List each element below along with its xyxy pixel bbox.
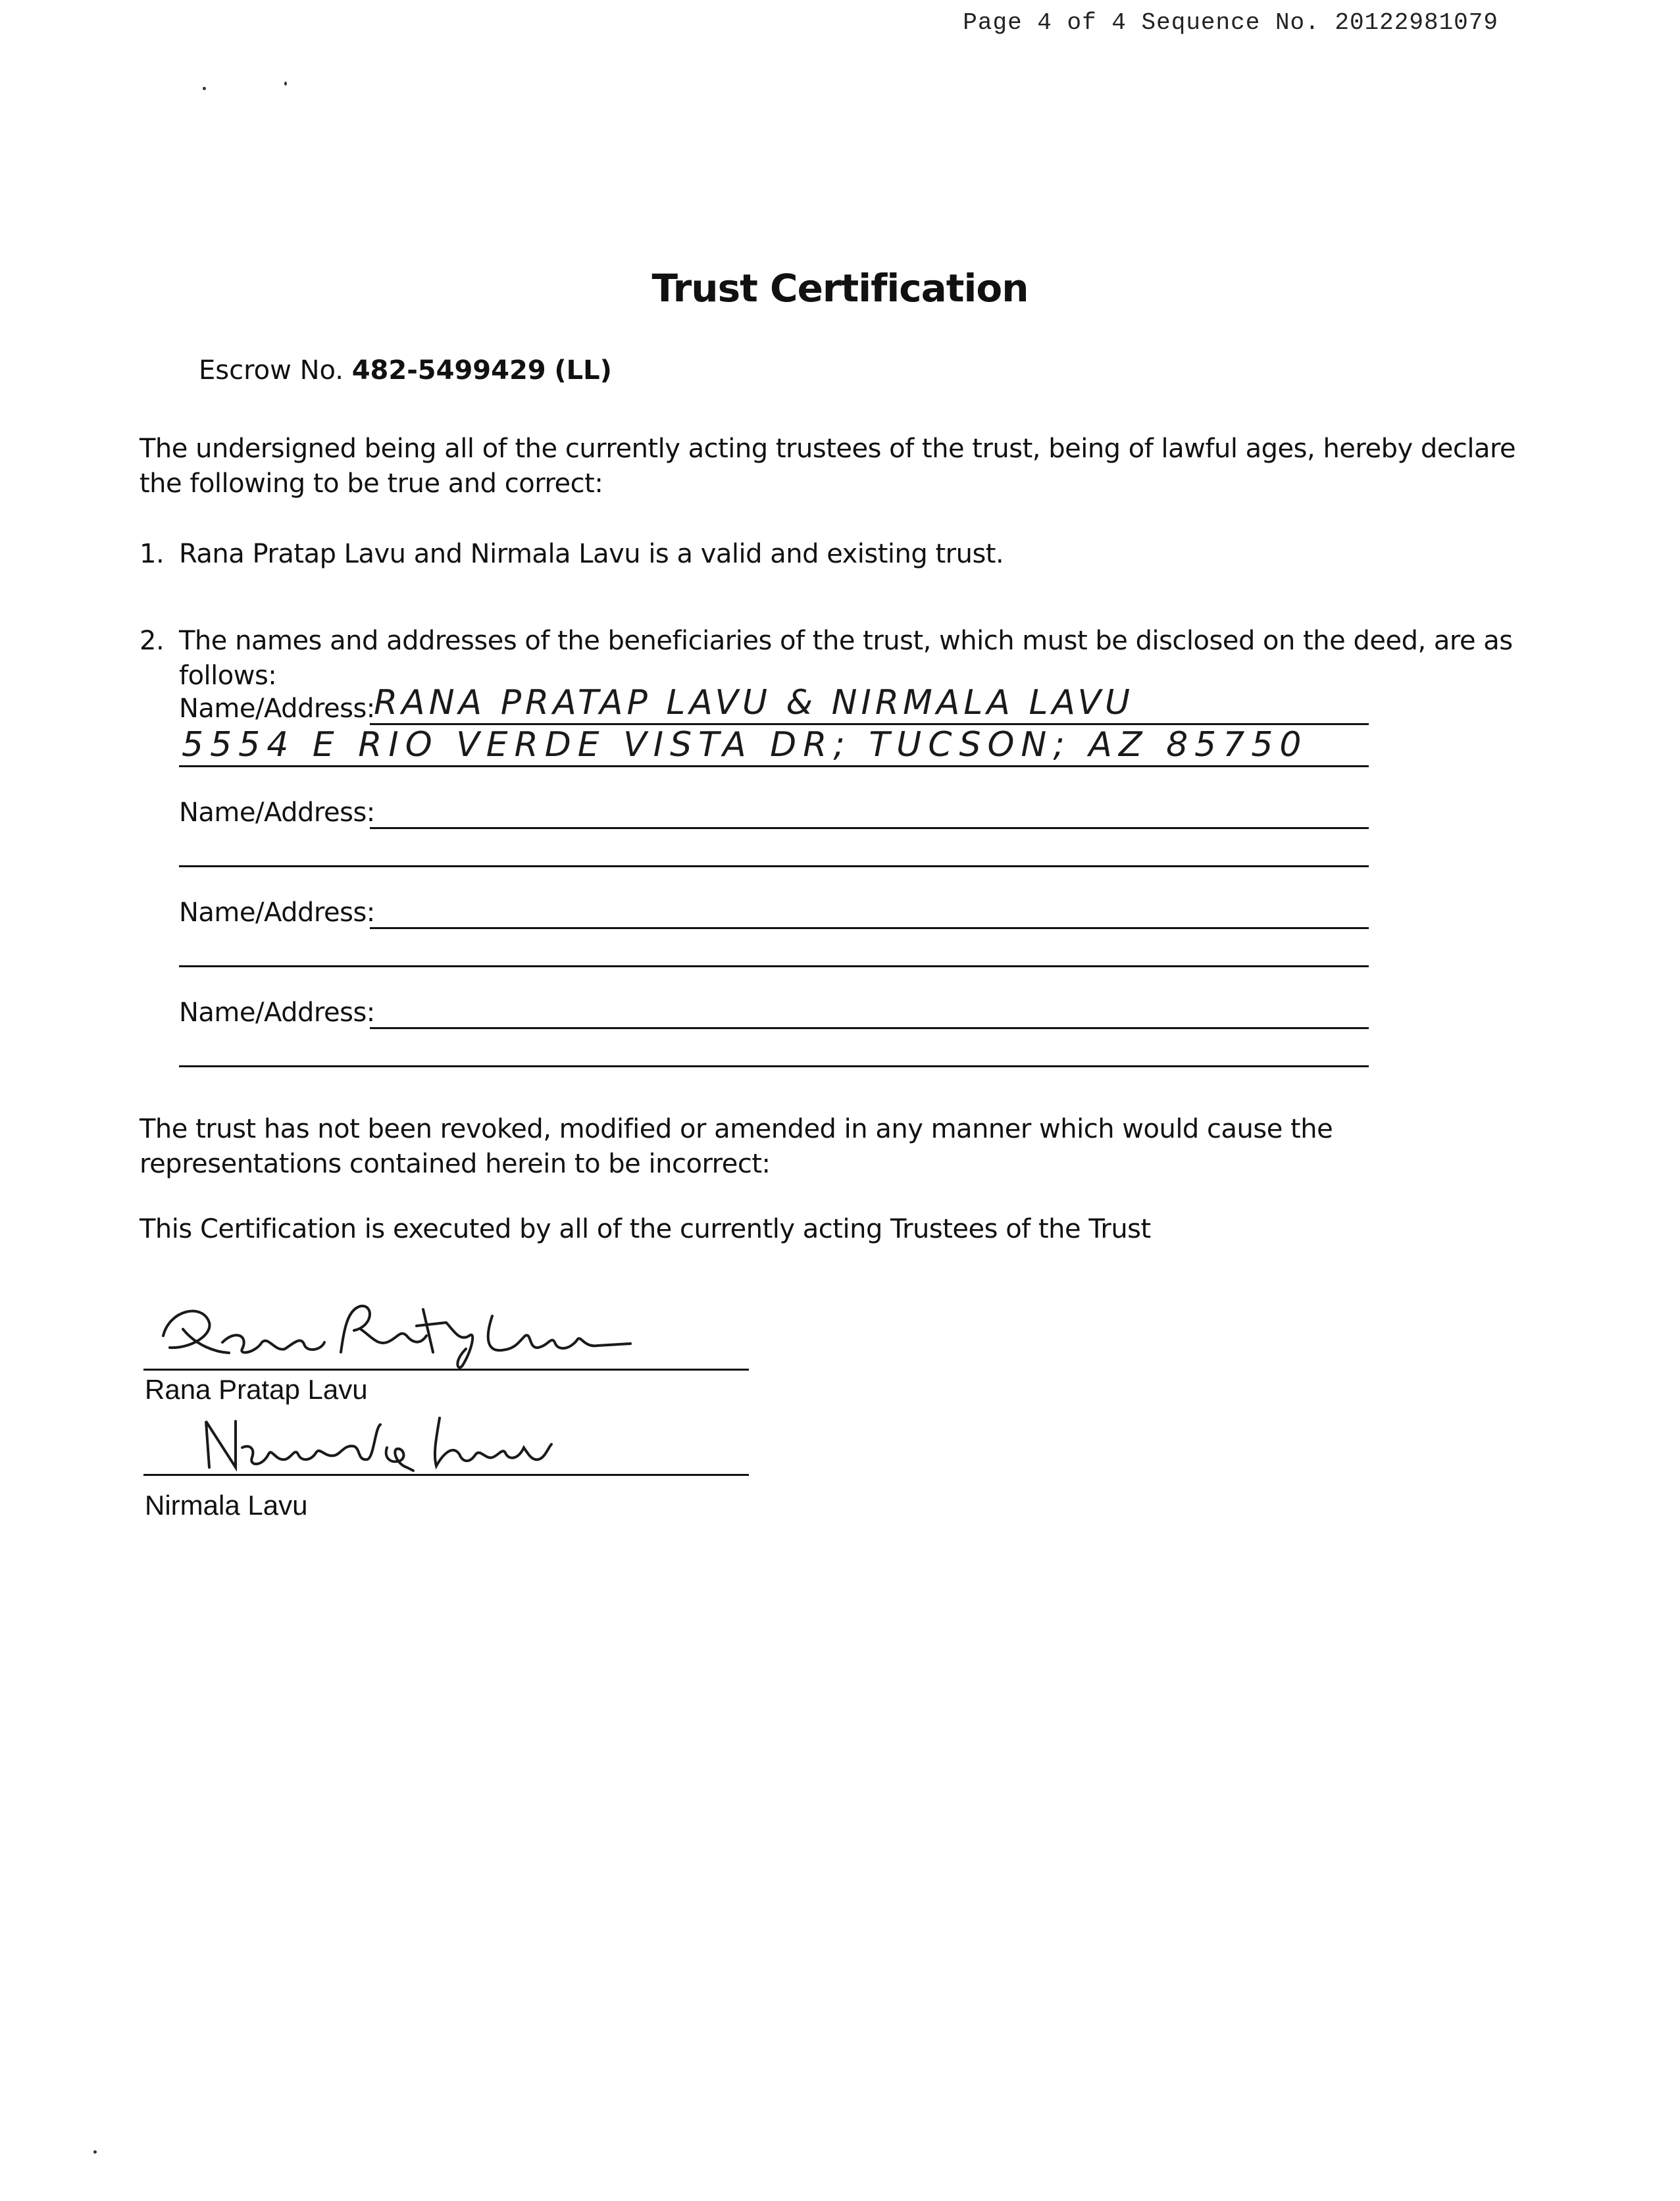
beneficiary-address-field[interactable] <box>179 1030 1369 1070</box>
escrow-line <box>199 355 612 386</box>
field-label: Name/Address: <box>179 797 375 828</box>
not-revoked-paragraph: The trust has not been revoked, modified or amended in any manner which would cause the representations contained herein to be incorrect: <box>140 1114 1333 1179</box>
signature-block <box>143 1290 749 1408</box>
list-marker: 1. <box>140 539 165 569</box>
handwritten-signature <box>143 1290 644 1375</box>
intro-paragraph: The undersigned being all of the currently acting trustees of the trust, being of lawful ages, hereby declare the following to be true and correct: <box>140 434 1516 499</box>
scan-speck <box>284 82 287 86</box>
escrow-label: Escrow No. <box>199 355 344 386</box>
signature-line <box>143 1369 749 1371</box>
field-label: Name/Address: <box>179 694 375 724</box>
field-underline <box>370 1027 1369 1029</box>
field-label: Name/Address: <box>179 898 375 928</box>
signer-name: Rana Pratap Lavu <box>145 1374 368 1405</box>
beneficiary-address-field[interactable] <box>179 725 1369 770</box>
list-marker: 2. <box>140 626 165 656</box>
document-title: Trust Certification <box>651 266 1029 311</box>
beneficiary-name-field[interactable] <box>179 792 1369 832</box>
list-item-text: The names and addresses of the beneficiaries of the trust, which must be disclosed on the deed, are as follows: <box>179 626 1513 691</box>
handwritten-name: RANA PRATAP LAVU & NIRMALA LAVU <box>374 683 1134 722</box>
signature-block <box>143 1408 749 1527</box>
field-label: Name/Address: <box>179 998 375 1028</box>
handwritten-signature <box>143 1408 644 1480</box>
scan-speck <box>93 2150 97 2154</box>
beneficiary-address-field[interactable] <box>179 930 1369 970</box>
signature-line <box>143 1474 749 1476</box>
signer-name: Nirmala Lavu <box>145 1490 308 1521</box>
field-underline <box>179 965 1369 967</box>
beneficiary-name-field[interactable] <box>179 892 1369 932</box>
list-item <box>140 537 1535 572</box>
field-underline <box>179 765 1369 767</box>
escrow-number: 482-5499429 <box>351 355 546 386</box>
handwritten-address: 5554 E RIO VERDE VISTA DR; TUCSON; AZ 85750 <box>182 725 1308 765</box>
field-underline <box>179 1065 1369 1067</box>
field-underline <box>370 927 1369 929</box>
beneficiary-address-field[interactable] <box>179 830 1369 870</box>
page-sequence-stamp: Page 4 of 4 Sequence No. 20122981079 <box>963 9 1498 36</box>
beneficiary-name-field[interactable] <box>179 992 1369 1032</box>
beneficiary-name-field[interactable] <box>179 683 1369 728</box>
field-underline <box>370 827 1369 829</box>
scan-speck <box>203 87 206 90</box>
escrow-suffix: (LL) <box>554 355 612 386</box>
execution-statement: This Certification is executed by all of the currently acting Trustees of the Trust <box>140 1214 1151 1244</box>
list-item-text: Rana Pratap Lavu and Nirmala Lavu is a valid and existing trust. <box>179 539 1004 569</box>
field-underline <box>179 865 1369 867</box>
